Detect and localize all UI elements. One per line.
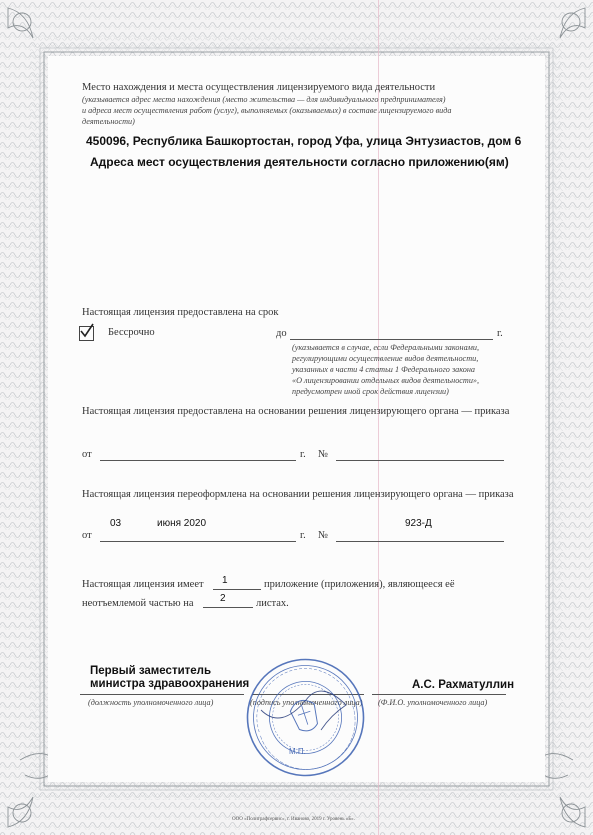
attachments-count-line [213, 589, 261, 590]
signer-position-hint: (должность уполномоченного лица) [88, 698, 214, 707]
term-hint-2: регулирующими осуществление видов деятельности, [292, 354, 479, 363]
term-until-label: до [276, 328, 287, 339]
term-year-suffix: г. [497, 328, 503, 339]
signer-position-line1: Первый заместитель [90, 665, 212, 677]
attachments-text-b: приложение (приложения), являющееся её [264, 579, 455, 590]
term-date-line [290, 339, 493, 340]
attachments-text-c: неотъемлемой частью на [82, 598, 194, 609]
term-hint-1: (указывается в случае, если Федеральными законами, [292, 343, 480, 352]
reissue-year-suffix: г. [300, 530, 306, 541]
location-heading: Место нахождения и места осуществления лицензируемого вида деятельности [82, 82, 436, 93]
grant-number-line [336, 460, 504, 461]
location-hint-1: (указывается адрес места нахождения (место жительства — для индивидуального предпринимателя) [82, 95, 446, 104]
grant-from-label: от [82, 449, 92, 460]
printer-footer: ООО «Полиграфсервис», г. Иваново, 2019 г. Уровень «Б». [232, 817, 355, 822]
term-heading: Настоящая лицензия предоставлена на срок [82, 307, 279, 318]
location-hint-3: деятельности) [82, 117, 135, 126]
attachments-sheets: 2 [220, 593, 226, 604]
reissue-number-sign: № [318, 530, 329, 541]
reissue-date-line [100, 541, 296, 542]
grant-heading: Настоящая лицензия предоставлена на основании решения лицензирующего органа — приказа [82, 406, 510, 417]
indefinite-checkbox [79, 326, 94, 341]
signer-name-line [372, 694, 506, 695]
signer-position-line [80, 694, 244, 695]
grant-number-sign: № [318, 449, 329, 460]
reissue-day: 03 [110, 518, 122, 529]
term-hint-3: указанных в части 4 статьи 1 Федерального закона [292, 365, 475, 374]
grant-date-line [100, 460, 296, 461]
activity-addresses-line: Адреса мест осуществления деятельности согласно приложению(ям) [90, 155, 509, 169]
reissue-heading: Настоящая лицензия переоформлена на основании решения лицензирующего органа — приказа [82, 489, 514, 500]
term-hint-4: «О лицензировании отдельных видов деятельности», [292, 376, 480, 385]
grant-year-suffix: г. [300, 449, 306, 460]
signer-position-line2: министра здравоохранения [90, 678, 250, 690]
signer-name-hint: (Ф.И.О. уполномоченного лица) [378, 698, 488, 707]
signer-name: А.С. Рахматуллин [412, 679, 515, 691]
attachments-count: 1 [222, 575, 228, 586]
official-seal-stamp [243, 655, 368, 780]
attachments-text-a: Настоящая лицензия имеет [82, 579, 204, 590]
signature-hint: (подпись уполномоченного лица) [250, 698, 363, 707]
checkmark-icon [79, 323, 94, 338]
reissue-from-label: от [82, 530, 92, 541]
term-value: Бессрочно [108, 327, 155, 338]
reissue-number-line [336, 541, 504, 542]
security-thread-line [378, 0, 379, 835]
stamp-mp-label: М.П. [289, 747, 306, 756]
location-hint-2: и адреса мест осуществления работ (услуг), выполняемых (оказываемых) в составе лицензируемого вида [82, 106, 452, 115]
reissue-order-number: 923-Д [405, 518, 432, 529]
reissue-month-year: июня 2020 [157, 518, 207, 529]
attachments-text-d: листах. [256, 598, 289, 609]
attachments-sheets-line [203, 607, 253, 608]
term-hint-5: предусмотрен иной срок действия лицензии) [292, 387, 449, 396]
address-line: 450096, Республика Башкортостан, город Уфа, улица Энтузиастов, дом 6 [86, 134, 522, 148]
